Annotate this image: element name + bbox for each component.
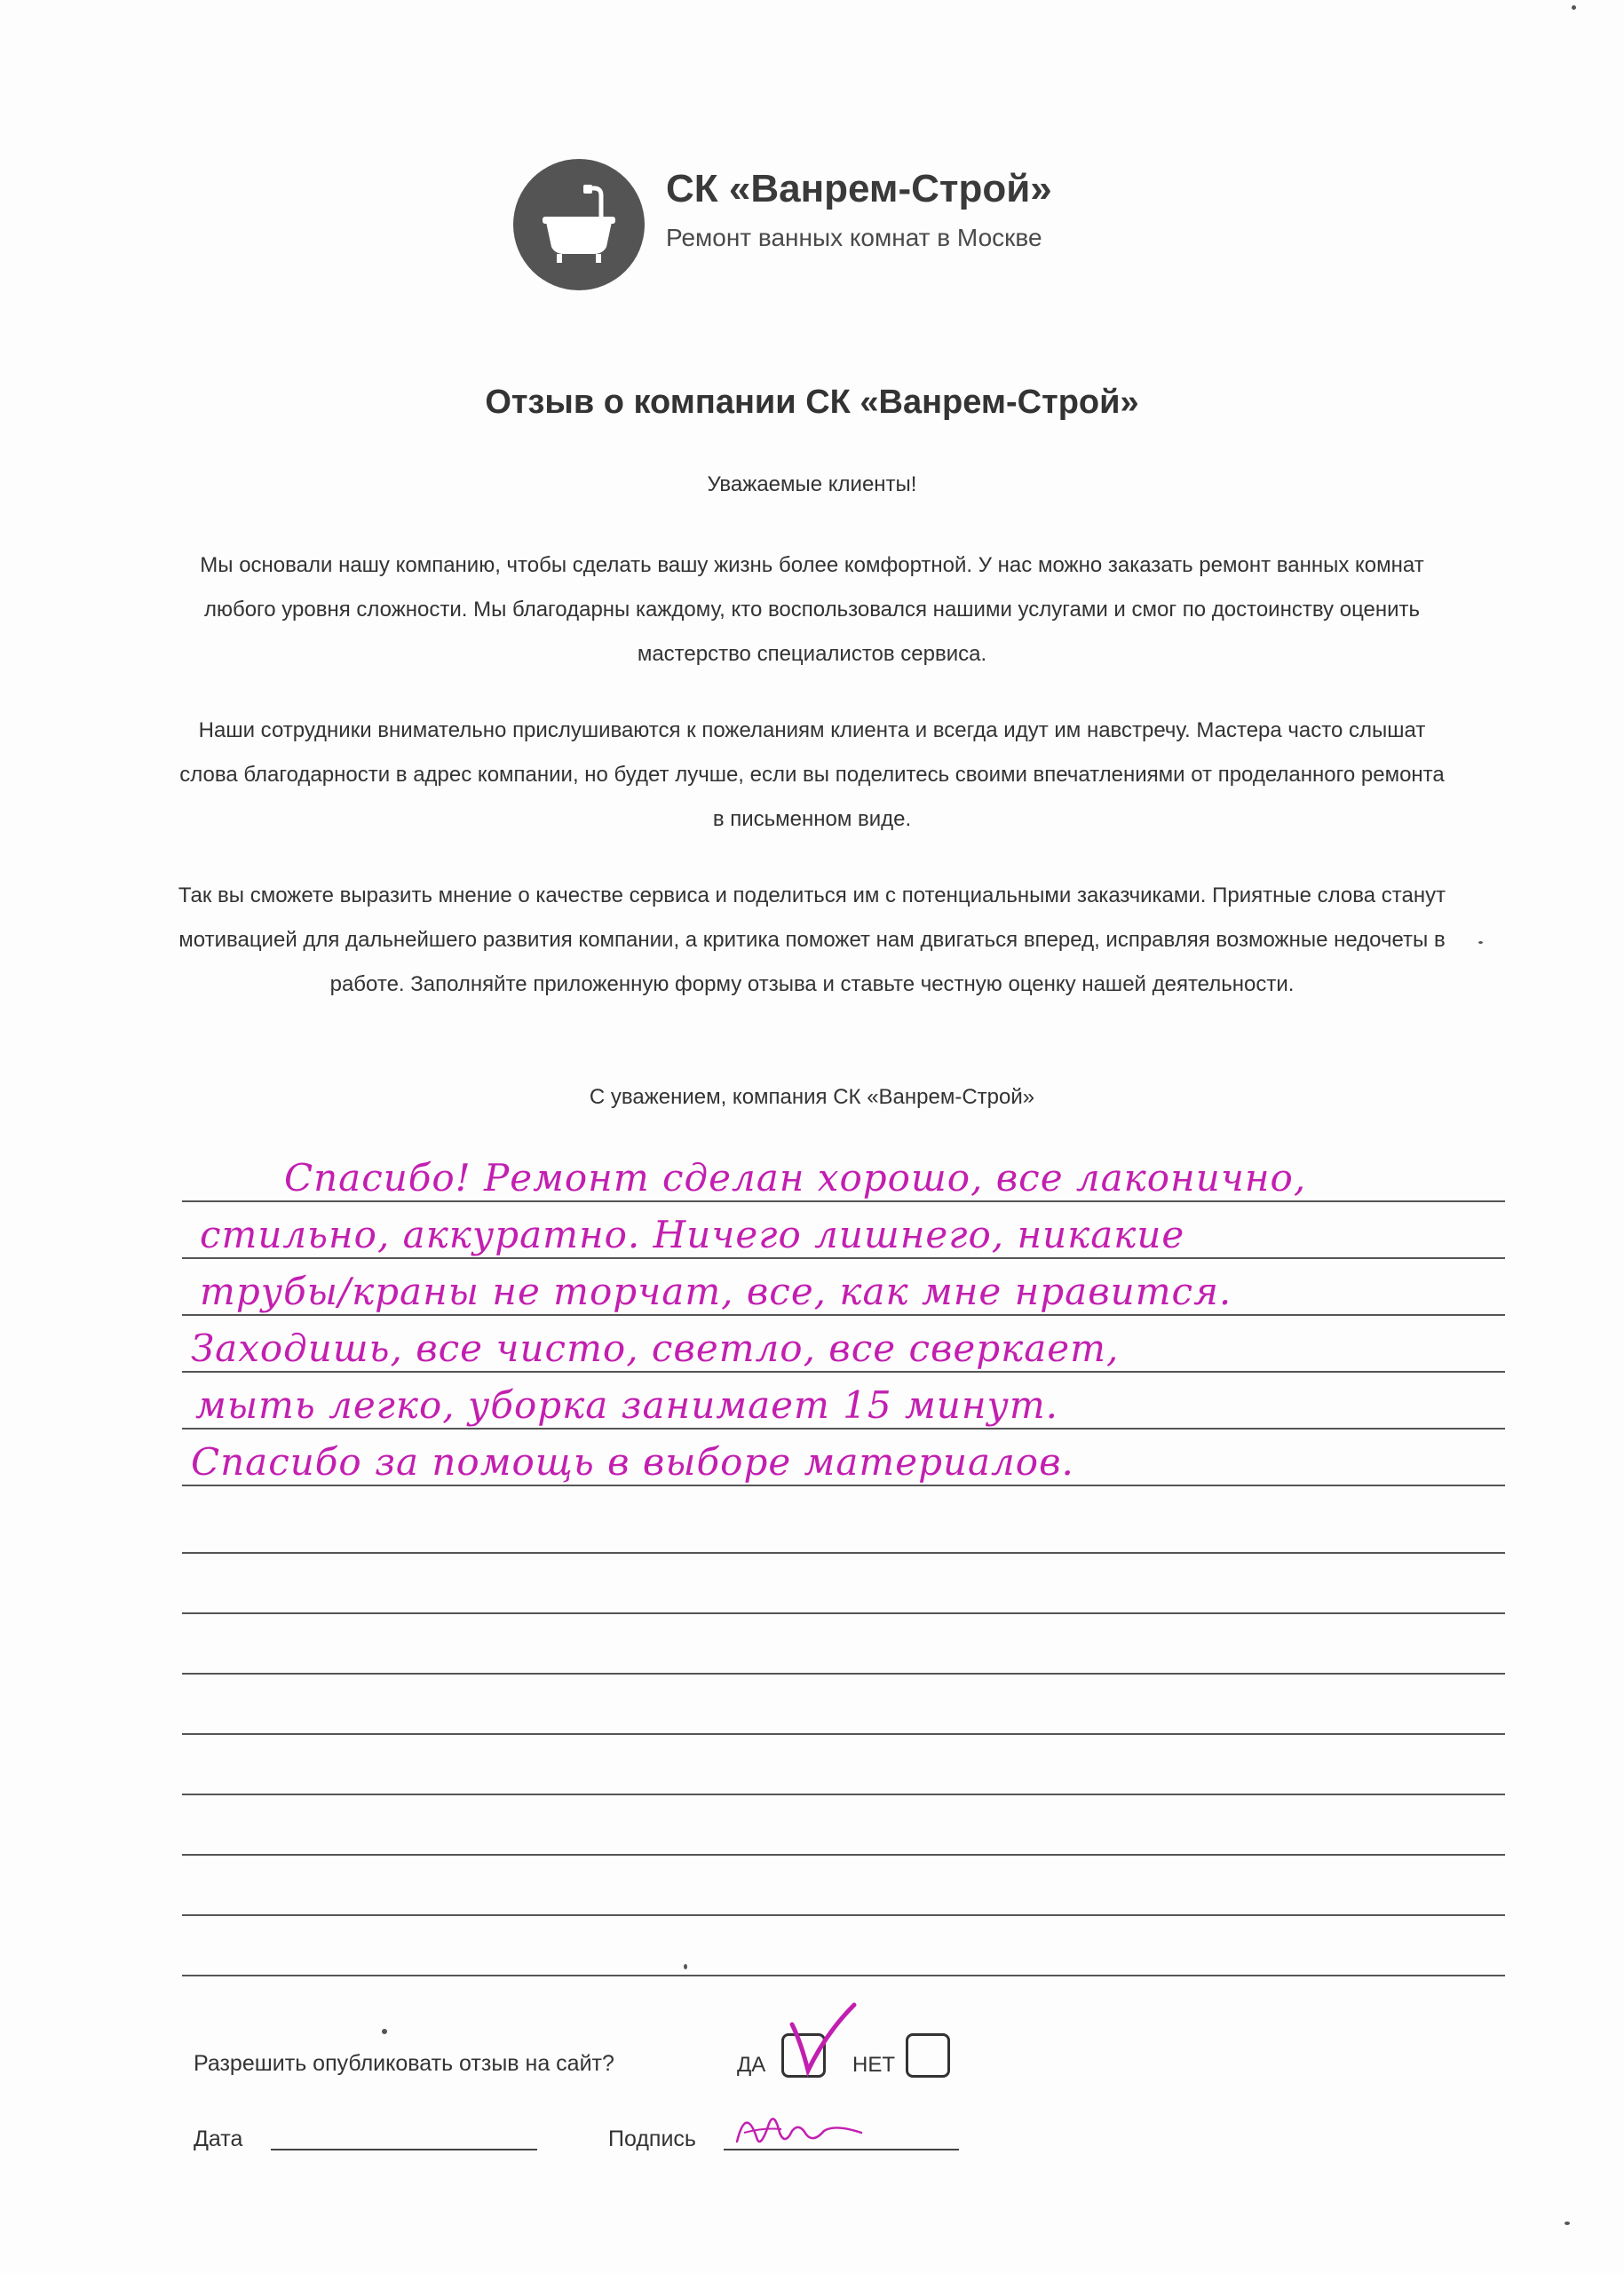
brand-block bbox=[666, 167, 1052, 252]
ruled-line bbox=[182, 1854, 1505, 1856]
scan-speck bbox=[382, 2029, 387, 2034]
handwritten-line: Спасибо! Ремонт сделан хорошо, все лаконично, bbox=[284, 1156, 1307, 1200]
no-label: НЕТ bbox=[852, 2053, 895, 2077]
ruled-line bbox=[182, 1428, 1505, 1430]
date-field[interactable] bbox=[271, 2149, 537, 2150]
page-title: Отзыв о компании СК «Ванрем-Строй» bbox=[485, 384, 1139, 421]
company-tagline: Ремонт ванных комнат в Москве bbox=[666, 224, 1042, 251]
ruled-line bbox=[182, 1552, 1505, 1554]
handwritten-line: Спасибо за помощь в выборе материалов. bbox=[191, 1440, 1074, 1484]
intro-paragraph-1: Мы основали нашу компанию, чтобы сделать вашу жизнь более комфортной. У нас можно заказать ремонт ванных комнат любого уровня сложности. Мы благодарны каждому, кто воспользовался нашими услугами и смог по достоинству оценить мастерство специалистов сервиса. bbox=[200, 553, 1424, 666]
handwritten-line: стильно, аккуратно. Ничего лишнего, никакие bbox=[200, 1213, 1185, 1256]
company-name: СК «Ванрем-Строй» bbox=[666, 167, 1052, 210]
scan-speck bbox=[1478, 941, 1483, 944]
scan-speck bbox=[684, 1964, 687, 1969]
ruled-line bbox=[182, 1371, 1505, 1373]
ruled-line bbox=[182, 1975, 1505, 1976]
signature-label: Подпись bbox=[608, 2126, 696, 2151]
signoff: С уважением, компания СК «Ванрем-Строй» bbox=[589, 1085, 1035, 1109]
greeting: Уважаемые клиенты! bbox=[707, 472, 917, 496]
handwritten-line: Заходишь, все чисто, светло, все сверкает, bbox=[191, 1327, 1120, 1370]
handwritten-line: мыть легко, уборка занимает 15 минут. bbox=[195, 1383, 1059, 1427]
ruled-line bbox=[182, 1485, 1505, 1486]
publish-question: Разрешить опубликовать отзыв на сайт? bbox=[194, 2051, 614, 2076]
ruled-line bbox=[182, 1733, 1505, 1735]
intro-paragraph-3: Так вы сможете выразить мнение о качестве сервиса и поделиться им с потенциальными заказчиками. Приятные слова станут мотивацией для дальнейшего развития компании, а критика поможет нам двигаться вперед, исправляя возможные недочеты в работе. Заполняйте приложенную форму отзыва и ставьте честную оценку нашей деятельности. bbox=[178, 883, 1446, 996]
ruled-line bbox=[182, 1612, 1505, 1614]
no-checkbox[interactable] bbox=[906, 2033, 950, 2078]
scan-speck bbox=[1572, 5, 1576, 10]
yes-label: ДА bbox=[737, 2053, 766, 2077]
intro-paragraph-2: Наши сотрудники внимательно прислушиваются к пожеланиям клиента и всегда идут им навстречу. Мастера часто слышат слова благодарности в адрес компании, но будет лучше, если вы поделитесь своими впечатлениями от проделанного ремонта в письменном виде. bbox=[179, 718, 1445, 831]
bathtub-icon bbox=[512, 158, 646, 291]
date-label: Дата bbox=[194, 2126, 243, 2151]
ruled-line bbox=[182, 1794, 1505, 1795]
scan-speck bbox=[1565, 2222, 1570, 2225]
ruled-line bbox=[182, 1314, 1505, 1316]
ruled-line bbox=[182, 1673, 1505, 1675]
ruled-line bbox=[182, 1257, 1505, 1259]
ruled-line bbox=[182, 1200, 1505, 1202]
handwritten-line: трубы/краны не торчат, все, как мне нравится. bbox=[200, 1270, 1232, 1313]
handwritten-signature bbox=[728, 2097, 870, 2159]
ruled-line bbox=[182, 1914, 1505, 1916]
